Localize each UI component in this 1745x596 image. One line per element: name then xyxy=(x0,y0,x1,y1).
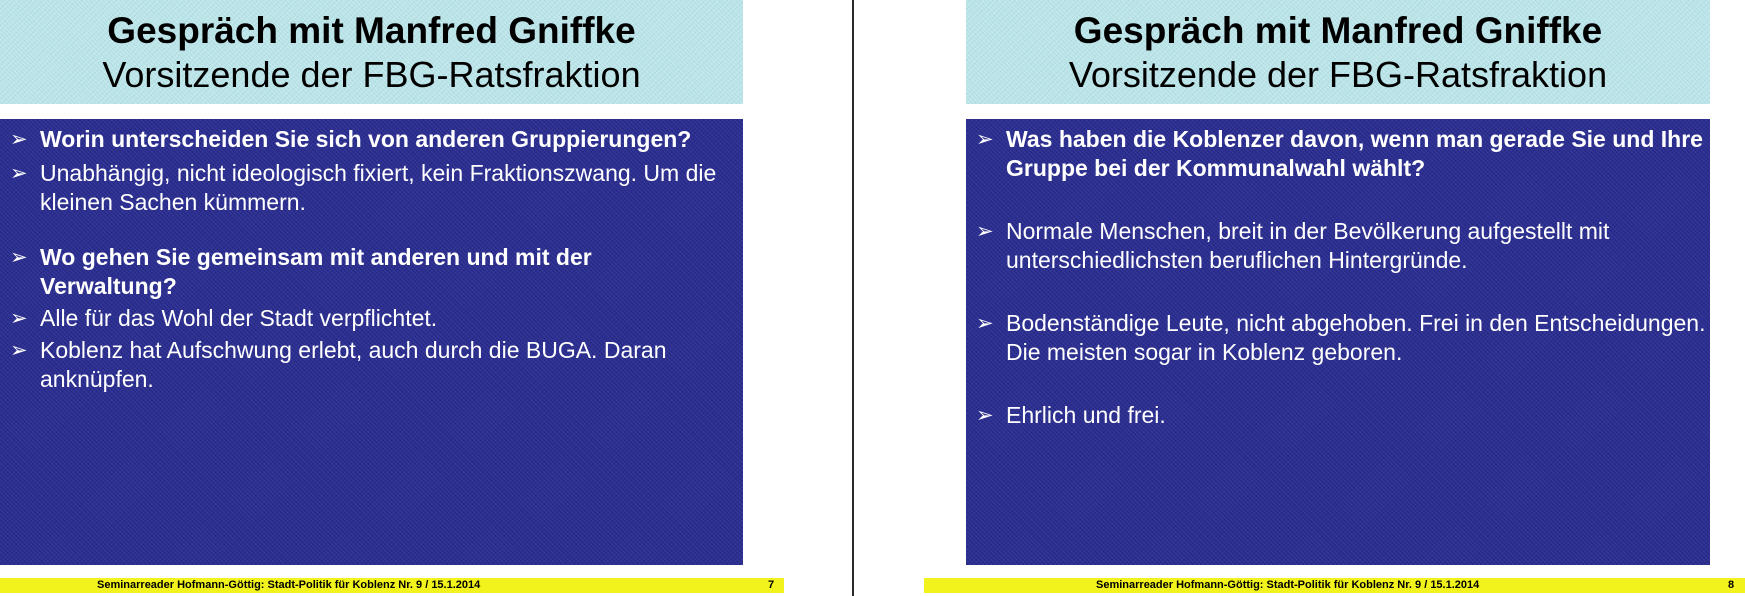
bullet-list xyxy=(966,119,1710,430)
bullet-text: Ehrlich und frei. xyxy=(1006,402,1166,428)
bullet-text: Wo gehen Sie gemeinsam mit anderen und mit der Verwaltung? xyxy=(40,244,592,299)
bullet-text: Bodenständige Leute, nicht abgehoben. Frei in den Entscheidungen. Die meisten sogar in Koblenz geboren. xyxy=(1006,310,1706,365)
arrow-bullet-icon: ➢ xyxy=(976,312,994,335)
bullet-item xyxy=(10,159,733,217)
arrow-bullet-icon: ➢ xyxy=(10,128,28,151)
footer-text: Seminarreader Hofmann-Göttig: Stadt-Politik für Koblenz Nr. 9 / 15.1.2014 xyxy=(1096,579,1480,591)
document-page-8 xyxy=(854,0,1745,596)
bullet-item xyxy=(976,401,1706,430)
bullet-item xyxy=(10,336,733,394)
arrow-bullet-icon: ➢ xyxy=(10,162,28,185)
bullet-item xyxy=(10,304,733,333)
bullet-text: Normale Menschen, breit in der Bevölkerung aufgestellt mit unterschiedlichsten beruflichen Hintergründe. xyxy=(1006,218,1610,273)
arrow-bullet-icon: ➢ xyxy=(10,339,28,362)
bullet-item xyxy=(10,125,733,154)
page-number: 7 xyxy=(768,579,775,591)
page-number: 8 xyxy=(1728,579,1735,591)
footer-text: Seminarreader Hofmann-Göttig: Stadt-Politik für Koblenz Nr. 9 / 15.1.2014 xyxy=(97,579,481,591)
slide-title: Gespräch mit Manfred Gniffke xyxy=(1073,10,1603,51)
bullet-text: Was haben die Koblenzer davon, wenn man gerade Sie und Ihre Gruppe bei der Kommunalwahl wählt? xyxy=(1006,126,1703,181)
arrow-bullet-icon: ➢ xyxy=(976,404,994,427)
slide-body xyxy=(0,119,743,565)
bullet-text: Unabhängig, nicht ideologisch fixiert, kein Fraktionszwang. Um die kleinen Sachen kümmern. xyxy=(40,160,717,215)
page-footer xyxy=(924,578,1745,593)
arrow-bullet-icon: ➢ xyxy=(976,128,994,151)
bullet-item xyxy=(976,125,1706,183)
arrow-bullet-icon: ➢ xyxy=(10,246,28,269)
slide-subtitle: Vorsitzende der FBG-Ratsfraktion xyxy=(1068,54,1608,95)
slide-title-box xyxy=(0,0,743,104)
arrow-bullet-icon: ➢ xyxy=(976,220,994,243)
slide-body xyxy=(966,119,1710,565)
bullet-item xyxy=(10,243,733,301)
page-footer xyxy=(0,578,784,593)
arrow-bullet-icon: ➢ xyxy=(10,307,28,330)
bullet-list xyxy=(0,119,743,394)
slide-title-box xyxy=(966,0,1710,104)
slide-subtitle: Vorsitzende der FBG-Ratsfraktion xyxy=(102,54,641,95)
bullet-text: Worin unterscheiden Sie sich von anderen Gruppierungen? xyxy=(40,126,692,152)
bullet-item xyxy=(976,217,1706,275)
slide-title: Gespräch mit Manfred Gniffke xyxy=(107,10,636,51)
bullet-item xyxy=(976,309,1706,367)
document-page-7 xyxy=(0,0,850,596)
bullet-text: Koblenz hat Aufschwung erlebt, auch durch die BUGA. Daran anknüpfen. xyxy=(40,337,667,392)
bullet-text: Alle für das Wohl der Stadt verpflichtet. xyxy=(40,305,438,331)
